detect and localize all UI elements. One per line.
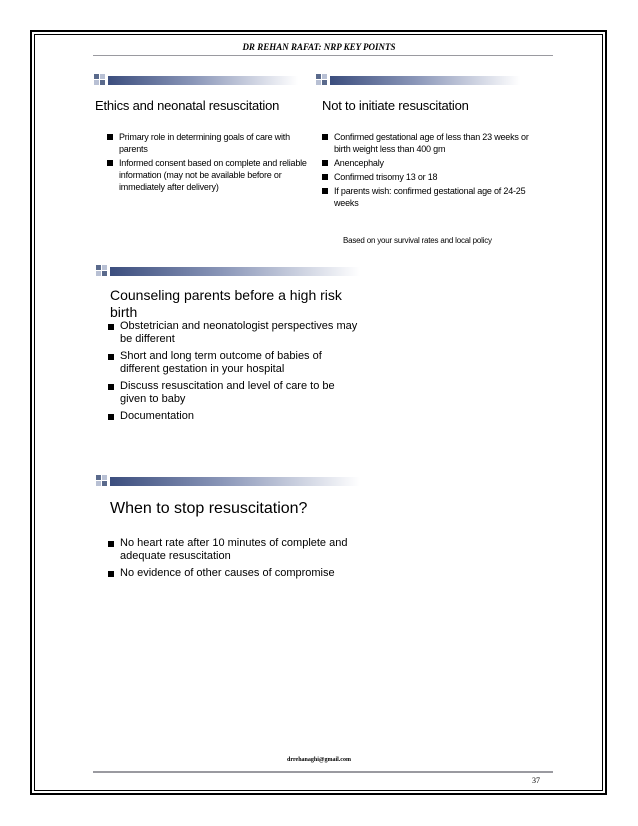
slide1-title: Ethics and neonatal resuscitation [95,98,280,113]
bullet-square-icon [322,160,328,166]
slide3-bullet-list [108,320,358,427]
slide4-title: When to stop resuscitation? [110,500,308,517]
bullet-square-icon [108,571,114,577]
bullet-square-icon [322,134,328,140]
list-item: If parents wish: confirmed gestational age of 24-25 weeks [322,185,537,209]
bullet-square-icon [107,134,113,140]
bullet-square-icon [108,541,114,547]
list-item: Anencephaly [322,157,537,169]
footer-email: drrehanaghi@gmail.com [287,757,351,763]
bullet-square-icon [322,174,328,180]
list-item: Informed consent based on complete and reliable information (may not be available before or immediately after delivery) [107,157,307,193]
slide4-bullet-list [108,537,358,584]
bullet-square-icon [108,324,114,330]
list-item: Confirmed gestational age of less than 23 weeks or birth weight less than 400 gm [322,131,537,155]
list-item: No evidence of other causes of compromise [108,567,358,580]
list-item: No heart rate after 10 minutes of complete and adequate resuscitation [108,537,358,563]
list-item: Discuss resuscitation and level of care to be given to baby [108,380,358,406]
list-item: Short and long term outcome of babies of different gestation in your hospital [108,350,358,376]
bullet-square-icon [108,414,114,420]
header-divider [93,55,553,56]
list-item: Confirmed trisomy 13 or 18 [322,171,537,183]
slide2-bullet-list [322,131,537,211]
bullet-square-icon [108,384,114,390]
list-item: Documentation [108,410,358,423]
bullet-square-icon [108,354,114,360]
list-item: Primary role in determining goals of care with parents [107,131,307,155]
slide3-title: Counseling parents before a high risk birth [110,287,342,320]
page-number: 37 [532,776,540,785]
list-item: Obstetrician and neonatologist perspectives may be different [108,320,358,346]
page-header: DR REHAN RAFAT: NRP KEY POINTS [242,42,396,52]
slide2-title: Not to initiate resuscitation [322,98,469,113]
bullet-square-icon [107,160,113,166]
footer-divider [93,771,553,773]
bullet-square-icon [322,188,328,194]
slide2-note: Based on your survival rates and local policy [343,236,492,245]
slide1-bullet-list [107,131,307,195]
